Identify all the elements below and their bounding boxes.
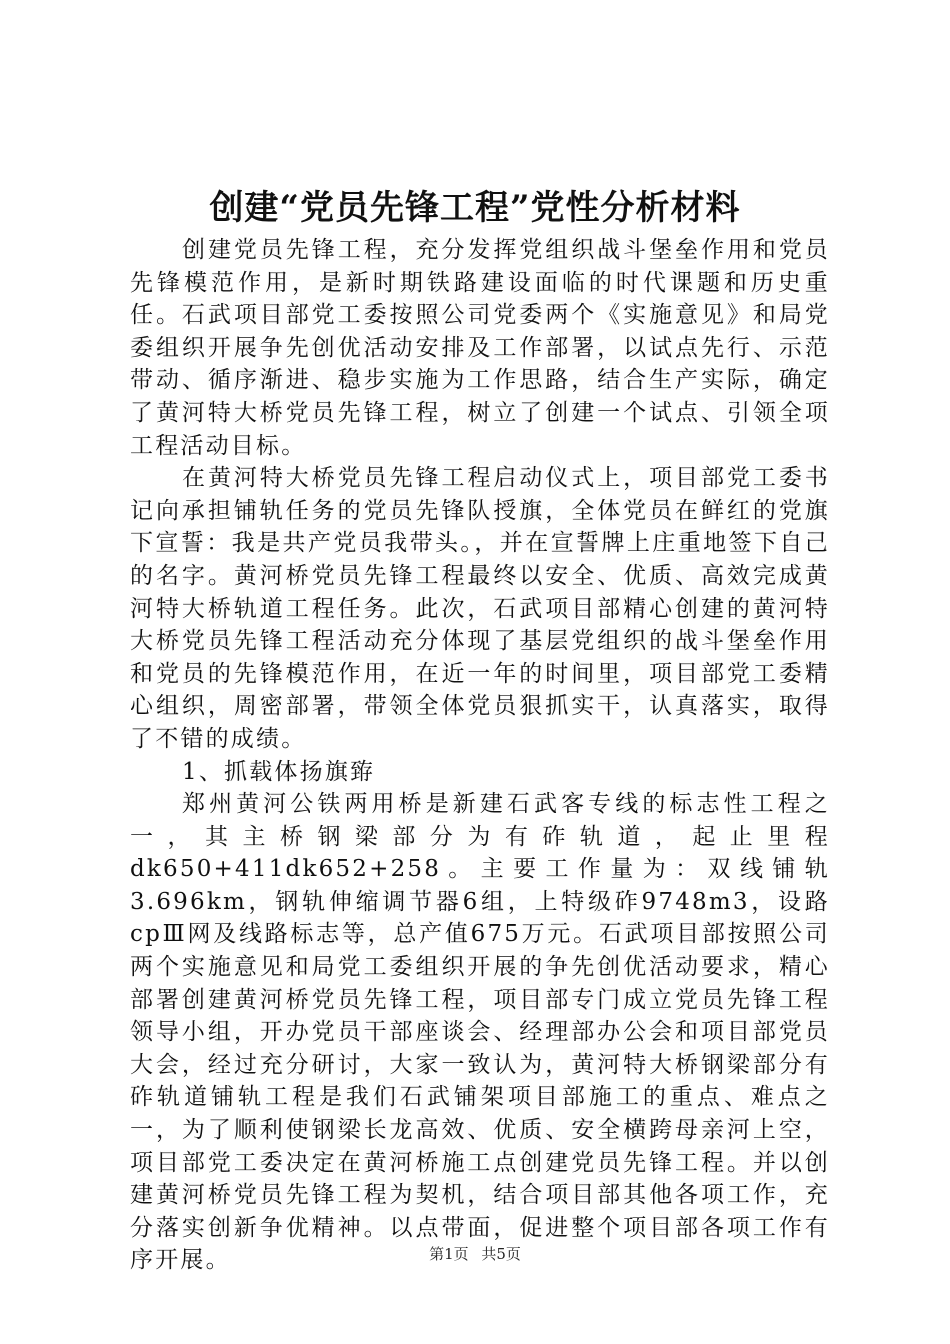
paragraph-ceremony: 在黄河特大桥党员先锋工程启动仪式上，项目部党工委书记向承担铺轨任务的党员先锋队授旗，全体党员在鲜红的党旗下宣誓：我是共产党员我带头。，并在宣誓牌上庄重地签下自己的名字。黄河桥党员先锋工程最终以安全、优质、高效完成黄河特大桥轨道工程任务。此次，石武项目部精心创建的黄河特大桥党员先锋工程活动充分体现了基层党组织的战斗堡垒作用和党员的先锋模范作用，在近一年的时间里，项目部党工委精心组织，周密部署，带领全体党员狠抓实干，认真落实，取得了不错的成绩。 xyxy=(130,465,830,752)
paragraph-intro: 创建党员先锋工程，充分发挥党组织战斗堡垒作用和党员先锋模范作用，是新时期铁路建设面临的时代课题和历史重任。石武项目部党工委按照公司党委两个《实施意见》和局党委组织开展争先创优活动安排及工作部署，以试点先行、示范带动、循序渐进、稳步实施为工作思路，结合生产实际，确定了黄河特大桥党员先锋工程，树立了创建一个试点、引领全项工程活动目标。 xyxy=(130,237,830,459)
document-body xyxy=(130,234,830,1277)
paragraph-bridge: 郑州黄河公铁两用桥是新建石武客专线的标志性工程之一，其主桥钢梁部分为有砟轨道，起止里程dk650+411dk652+258。主要工作量为：双线铺轨3.696km，钢轨伸缩调节器6组，上特级砟9748m3，设路cpⅢ网及线路标志等，总产值675万元。石武项目部按照公司两个实施意见和局党工委组织开展的争先创优活动要求，精心部署创建黄河桥党员先锋工程，项目部专门成立党员先锋工程领导小组，开办党员干部座谈会、经理部办公会和项目部党员大会，经过充分研讨，大家一致认为，黄河特大桥钢梁部分有砟轨道铺轨工程是我们石武铺架项目部施工的重点、难点之一，为了顺利使钢梁长龙高效、优质、安全横跨母亲河上空，项目部党工委决定在黄河桥施工点创建党员先锋工程。并以创建黄河桥党员先锋工程为契机，结合项目部其他各项工作，充分落实创新争优精神。以点带面，促进整个项目部各项工作有序开展。 xyxy=(130,791,830,1274)
section-heading-1: 1、抓载体扬旗臶 xyxy=(182,758,376,785)
page-total: 共5页 xyxy=(481,1245,521,1263)
document-title: 创建“党员先锋工程”党性分析材料 xyxy=(209,188,741,228)
page-number: 第1页 xyxy=(429,1245,469,1263)
page-footer xyxy=(0,1244,950,1264)
